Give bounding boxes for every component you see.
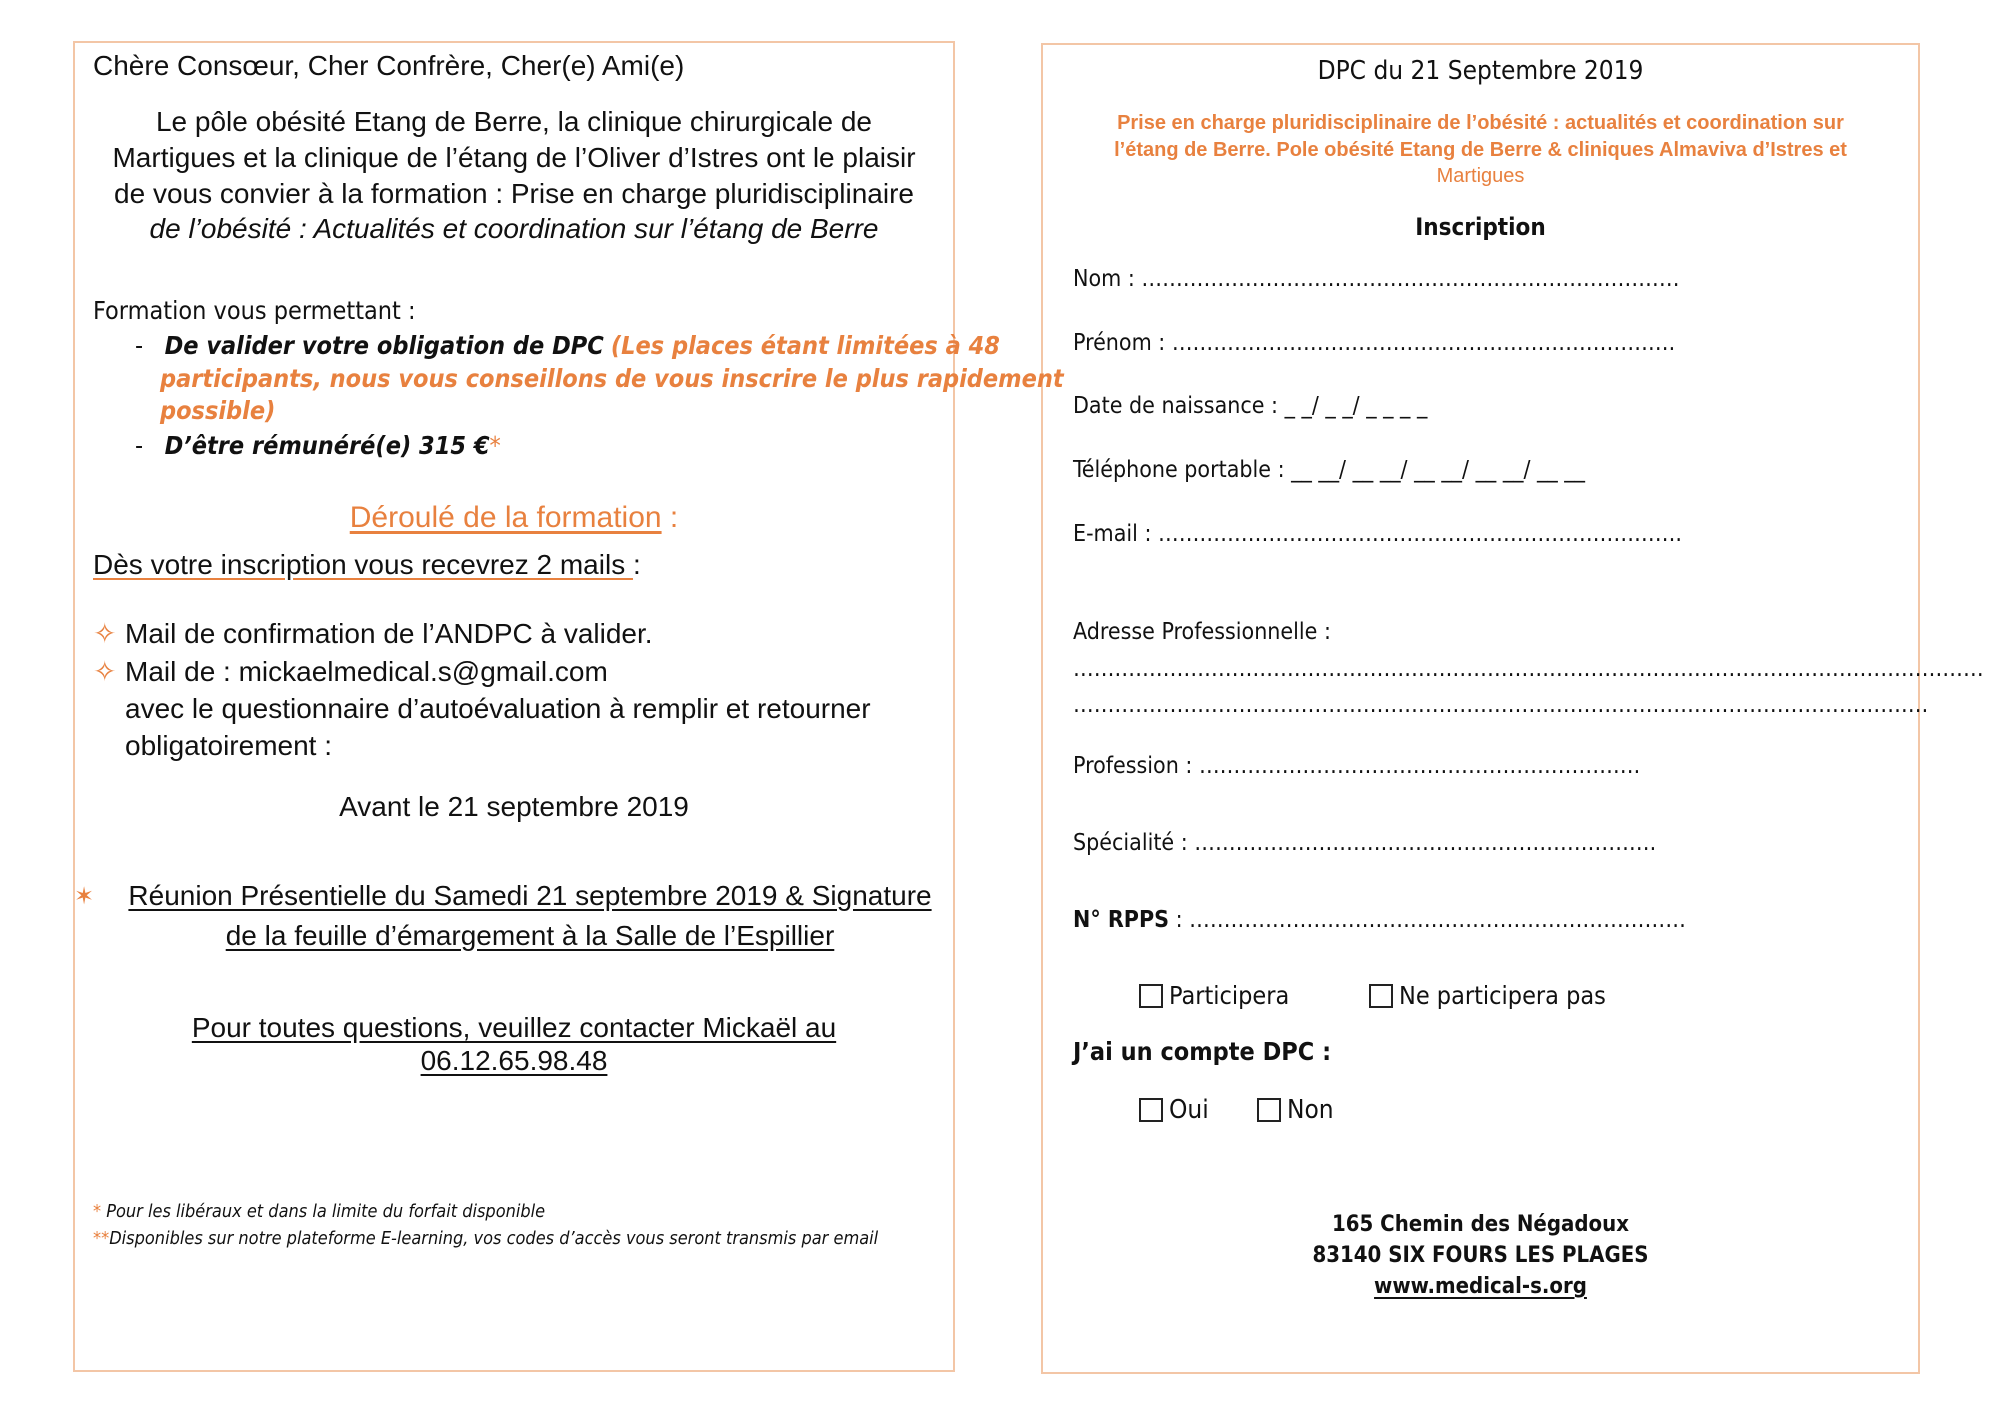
benefit-2-asterisk: * bbox=[489, 431, 501, 460]
mail-continuation-2: obligatoirement : bbox=[125, 730, 333, 761]
field-adresse-line-2[interactable]: ……………………………………………………………………………………………………………. bbox=[1073, 692, 1929, 718]
mail-item-1-text: Mail de confirmation de l’ANDPC à valider. bbox=[125, 618, 653, 649]
field-date-naissance[interactable]: Date de naissance : _ _/ _ _/ _ _ _ _ bbox=[1073, 393, 1428, 419]
footnote-1-text: Pour les libéraux et dans la limite du forfait disponible bbox=[101, 1201, 546, 1222]
benefit-1-note: (Les places étant limitées à 48 bbox=[610, 331, 1000, 360]
form-title: Inscription bbox=[1415, 213, 1546, 241]
checkbox-oui-label: Oui bbox=[1169, 1095, 1209, 1125]
dpc-account-question: J’ai un compte DPC : bbox=[1073, 1037, 1332, 1066]
field-adresse-line-1[interactable]: …………………………………………………………………………………………………………………… bbox=[1073, 656, 1984, 682]
field-email[interactable]: E-mail : …………………………………………………………………. bbox=[1073, 521, 1683, 547]
footnote-2 bbox=[93, 1228, 878, 1249]
benefits-heading: Formation vous permettant : bbox=[93, 296, 416, 325]
meeting-line-1: Réunion Présentielle du Samedi 21 septembre 2019 & Signature bbox=[128, 880, 932, 911]
greeting: Chère Consœur, Cher Confrère, Cher(e) Ami(e) bbox=[93, 50, 685, 81]
checkbox-non-label: Non bbox=[1287, 1095, 1334, 1125]
section-title bbox=[73, 501, 955, 535]
asterisk-bullet-icon: ✶ bbox=[74, 883, 95, 910]
field-telephone[interactable]: Téléphone portable : __ __/ __ __/ __ __/ __ __/ __ __ bbox=[1073, 457, 1585, 483]
intro-line-2: Martigues et la clinique de l’étang de l’Oliver d’Istres ont le plaisir bbox=[112, 142, 916, 173]
checkbox-participera-label: Participera bbox=[1169, 981, 1290, 1010]
section-title-text: Déroulé de la formation bbox=[349, 501, 662, 534]
checkbox-icon[interactable] bbox=[1257, 1098, 1281, 1122]
intro-line-4: de l’obésité : Actualités et coordination sur l’étang de Berre bbox=[149, 213, 879, 244]
benefit-2-text: D’être rémunéré(e) 315 € bbox=[164, 431, 490, 460]
contact-phone[interactable]: 06.12.65.98.48 bbox=[420, 1045, 608, 1076]
mail-continuation-1: avec le questionnaire d’autoévaluation à remplir et retourner bbox=[125, 693, 871, 724]
footnote-1 bbox=[93, 1201, 545, 1222]
checkbox-icon[interactable] bbox=[1369, 984, 1393, 1008]
sparkle-bullet-icon: ✧ bbox=[93, 618, 117, 649]
field-rpps-dots: : ……………………………………………………………… bbox=[1169, 907, 1686, 933]
section-title-colon: : bbox=[661, 501, 679, 534]
mail-item-1 bbox=[93, 617, 653, 650]
checkbox-icon[interactable] bbox=[1139, 1098, 1163, 1122]
mail-item-2 bbox=[93, 655, 608, 688]
address-street: 165 Chemin des Négadoux bbox=[1331, 1212, 1630, 1237]
benefit-dash: - bbox=[135, 331, 144, 360]
mail-item-2-text: Mail de : mickaelmedical.s@gmail.com bbox=[125, 656, 608, 687]
contact-line-1: Pour toutes questions, veuillez contacter Mickaël au bbox=[191, 1012, 837, 1043]
deadline: Avant le 21 septembre 2019 bbox=[339, 791, 689, 822]
field-rpps[interactable] bbox=[1073, 907, 1686, 933]
mails-intro bbox=[93, 549, 641, 581]
footnote-2-text: Disponibles sur notre plateforme E-learning, vos codes d’accès vous seront transmis par email bbox=[109, 1228, 879, 1249]
checkbox-icon[interactable] bbox=[1139, 984, 1163, 1008]
benefit-1-text: De valider votre obligation de DPC bbox=[164, 331, 604, 360]
field-rpps-label: N° RPPS bbox=[1073, 907, 1170, 933]
benefit-2 bbox=[135, 431, 501, 460]
field-profession[interactable]: Profession : ………………………………………………………. bbox=[1073, 753, 1641, 779]
benefit-1-note-line-3: possible) bbox=[160, 396, 276, 425]
checkbox-oui[interactable] bbox=[1139, 1095, 1209, 1125]
footnote-1-mark: * bbox=[93, 1201, 102, 1222]
benefit-dash: - bbox=[135, 431, 144, 460]
form-date-title: DPC du 21 Septembre 2019 bbox=[1317, 56, 1644, 86]
footnote-2-mark: ** bbox=[93, 1228, 110, 1249]
field-nom[interactable]: Nom : …………………………………………………………………… bbox=[1073, 266, 1680, 292]
form-subtitle-line-1: Prise en charge pluridisciplinaire de l’obésité : actualités et coordination sur bbox=[1117, 112, 1844, 134]
intro-line-1: Le pôle obésité Etang de Berre, la clinique chirurgicale de bbox=[155, 106, 872, 137]
benefit-1 bbox=[135, 331, 1000, 360]
checkbox-ne-participera-pas[interactable] bbox=[1369, 981, 1606, 1010]
form-subtitle-line-2: l’étang de Berre. Pole obésité Etang de Berre & cliniques Almaviva d’Istres et bbox=[1114, 139, 1847, 161]
checkbox-participera[interactable] bbox=[1139, 981, 1289, 1010]
field-prenom[interactable]: Prénom : ………………………………………………………………. bbox=[1073, 330, 1676, 356]
meeting-line-2: de la feuille d’émargement à la Salle de l’Espillier bbox=[225, 920, 835, 951]
field-adresse-label: Adresse Professionnelle : bbox=[1073, 619, 1331, 645]
form-subtitle-line-3: Martigues bbox=[1436, 165, 1525, 187]
field-specialite[interactable]: Spécialité : …………………………………………………………. bbox=[1073, 830, 1657, 856]
benefit-1-note-line-2: participants, nous vous conseillons de vous inscrire le plus rapidement bbox=[160, 364, 1064, 393]
mails-intro-text: Dès votre inscription vous recevrez 2 mails bbox=[93, 549, 633, 580]
intro-line-3: de vous convier à la formation : Prise en charge pluridisciplinaire bbox=[114, 178, 914, 209]
sparkle-bullet-icon: ✧ bbox=[93, 656, 117, 687]
mails-intro-colon: : bbox=[632, 549, 641, 580]
checkbox-ne-participera-pas-label: Ne participera pas bbox=[1399, 981, 1606, 1010]
address-city: 83140 SIX FOURS LES PLAGES bbox=[1312, 1243, 1649, 1268]
website-link[interactable]: www.medical-s.org bbox=[1374, 1274, 1587, 1299]
checkbox-non[interactable] bbox=[1257, 1095, 1334, 1125]
